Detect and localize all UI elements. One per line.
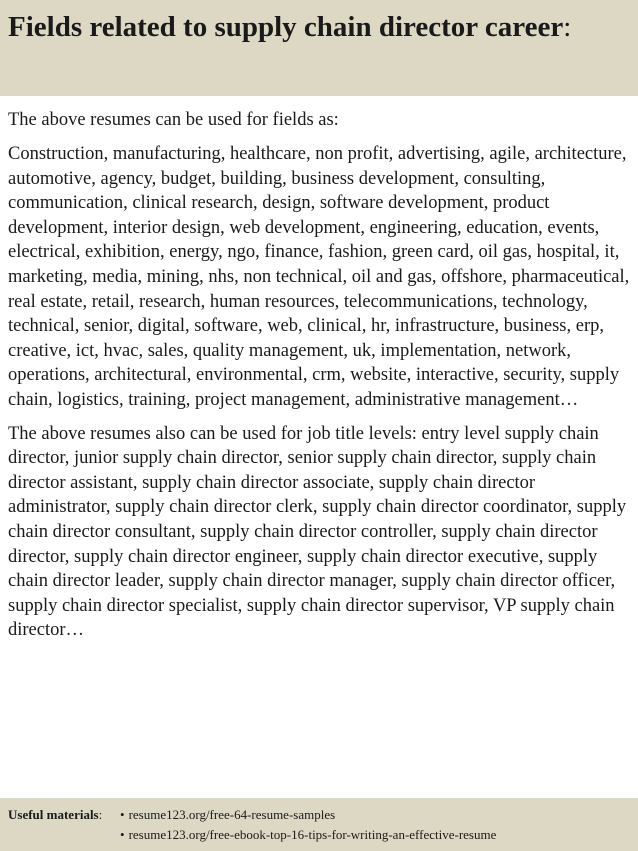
- useful-materials-label-text: Useful materials: [8, 807, 99, 822]
- page-title-colon: :: [563, 11, 572, 43]
- footer-row-2: [8, 825, 630, 845]
- header-banner: [0, 0, 638, 96]
- fields-intro: The above resumes can be used for fields as:: [8, 110, 339, 130]
- main-content: [8, 108, 634, 652]
- footer-row-1: [8, 805, 630, 825]
- bullet-icon: •: [120, 807, 125, 822]
- footer-spacer: [8, 825, 120, 845]
- bullet-icon: •: [120, 827, 125, 842]
- useful-materials-label-colon: :: [98, 807, 103, 822]
- useful-materials-label: [8, 805, 120, 825]
- fields-list: Construction, manufacturing, healthcare, non profit, advertising, agile, architecture, automotive, agency, budget, building, business development, consulting, communication, clinical research, design, software development, product development, interior design, web development, engineering, education, events, electrical, exhibition, energy, ngo, finance, fashion, green card, oil gas, hospital, it, marketing, media, mining, nhs, non technical, oil and gas, offshore, pharmaceutical, real estate, retail, research, human resources, telecommunications, technology, technical, senior, digital, software, web, clinical, hr, infrastructure, business, erp, creative, ict, hvac, sales, quality management, uk, implementation, network, operations, architectural, environmental, crm, website, interactive, security, supply chain, logistics, training, project management, administrative management…: [8, 144, 630, 410]
- page-title-text: Fields related to supply chain director career: [8, 11, 564, 43]
- footer-banner: [0, 798, 638, 851]
- resume-samples-link[interactable]: resume123.org/free-64-resume-samples: [128, 807, 336, 822]
- page-title: [8, 6, 630, 48]
- job-title-levels: The above resumes also can be used for job title levels: entry level supply chain director, junior supply chain director, senior supply chain director, supply chain director assistant, supply chain director associate, supply chain director administrator, supply chain director clerk, supply chain director coordinator, supply chain director consultant, supply chain director controller, supply chain director director, supply chain director engineer, supply chain director executive, supply chain director leader, supply chain director manager, supply chain director officer, supply chain director specialist, supply chain director supervisor, VP supply chain director…: [8, 423, 627, 641]
- resume-tips-ebook-link[interactable]: resume123.org/free-ebook-top-16-tips-for-writing-an-effective-resume: [128, 827, 497, 842]
